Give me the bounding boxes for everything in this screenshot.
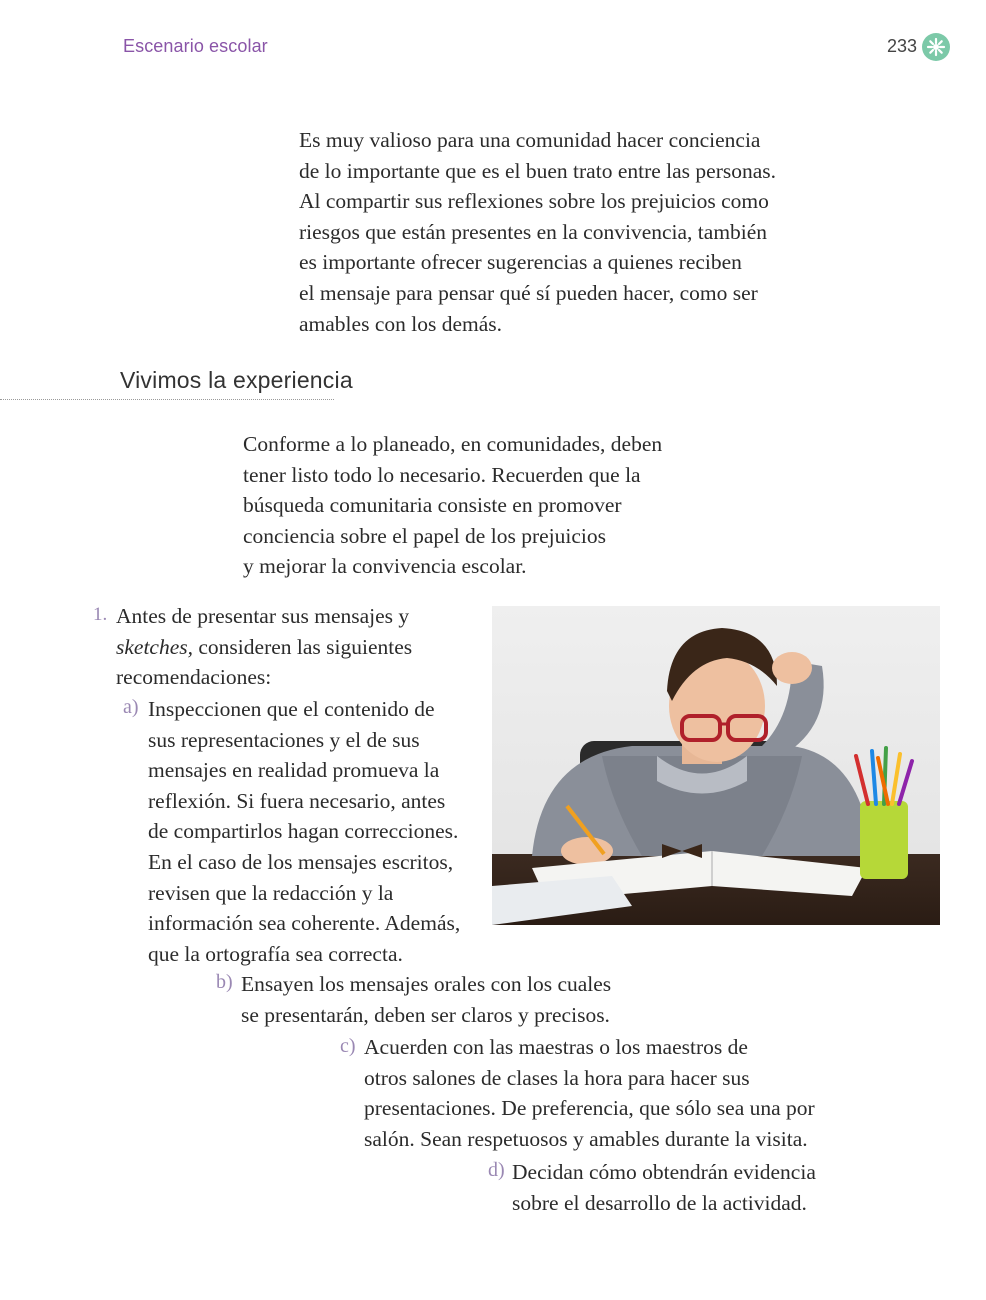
- list-number: 1.: [93, 604, 108, 625]
- text-line: mensajes en realidad promueva la: [148, 758, 440, 783]
- boy-studying-photo: [492, 606, 940, 925]
- text-line: que la ortografía sea correcta.: [148, 941, 403, 966]
- text-line: información sea coherente. Además,: [148, 911, 461, 936]
- section-heading: Vivimos la experiencia: [120, 367, 353, 393]
- text-line: salón. Sean respetuosos y amables durante la visita.: [364, 1126, 808, 1151]
- text-line: En el caso de los mensajes escritos,: [148, 849, 454, 874]
- text-line: de lo importante que es el buen trato entre las personas.: [299, 158, 777, 183]
- text-line: recomendaciones:: [116, 665, 272, 690]
- text-line: revisen que la redacción y la: [148, 880, 394, 905]
- text-line: conciencia sobre el papel de los prejuicios: [243, 523, 606, 548]
- header-title: Escenario escolar: [123, 36, 268, 56]
- section-badge: [922, 33, 950, 61]
- section-divider: [0, 399, 334, 400]
- photo-illustration: [492, 606, 940, 925]
- text-line: presentaciones. De preferencia, que sólo sea una por: [364, 1096, 815, 1121]
- text-line: se presentarán, deben ser claros y precisos.: [241, 1002, 610, 1027]
- sublist-item-text: [241, 969, 661, 1030]
- text-line: riesgos que están presentes en la convivencia, también: [299, 219, 768, 244]
- sublist-letter: b): [216, 971, 233, 993]
- text-line: otros salones de clases la hora para hacer sus: [364, 1065, 750, 1090]
- text-line: amables con los demás.: [299, 311, 503, 336]
- text-line: el mensaje para pensar qué sí pueden hacer, como ser: [299, 280, 758, 305]
- text-fragment: consideren las siguientes: [193, 634, 413, 659]
- text-line: Antes de presentar sus mensajes y: [116, 604, 410, 628]
- sublist-letter: c): [340, 1035, 356, 1057]
- text-line: Al compartir sus reflexiones sobre los prejuicios como: [299, 189, 769, 214]
- text-line: Acuerden con las maestras o los maestros de: [364, 1035, 748, 1059]
- text-line: sus representaciones y el de sus: [148, 727, 420, 752]
- text-line: sobre el desarrollo de la actividad.: [512, 1190, 807, 1215]
- sublist-item-text: [148, 694, 478, 969]
- sublist-item-text: [364, 1032, 834, 1154]
- sun-flower-icon: [926, 37, 946, 57]
- text-line: de compartirlos hagan correcciones.: [148, 819, 459, 844]
- intro-paragraph: [299, 125, 819, 339]
- list-item-text: [116, 601, 476, 693]
- italic-term: sketches,: [116, 634, 194, 659]
- text-line: Inspeccionen que el contenido de: [148, 697, 435, 721]
- section-intro-paragraph: [243, 429, 713, 582]
- text-line: Conforme a lo planeado, en comunidades, deben: [243, 432, 663, 456]
- text-line: Decidan cómo obtendrán evidencia: [512, 1160, 816, 1184]
- text-line: Ensayen los mensajes orales con los cuales: [241, 972, 612, 996]
- text-line: y mejorar la convivencia escolar.: [243, 554, 527, 579]
- text-line: tener listo todo lo necesario. Recuerden que la: [243, 462, 641, 487]
- text-line: búsqueda comunitaria consiste en promover: [243, 493, 622, 518]
- sublist-letter: d): [488, 1159, 505, 1181]
- text-line: Es muy valioso para una comunidad hacer conciencia: [299, 128, 761, 152]
- text-line: es importante ofrecer sugerencias a quienes reciben: [299, 250, 742, 275]
- text-line: reflexión. Si fuera necesario, antes: [148, 788, 446, 813]
- sublist-letter: a): [123, 696, 139, 718]
- text-line: [116, 632, 476, 663]
- sublist-item-text: [512, 1157, 852, 1218]
- page-number: 233: [887, 36, 918, 56]
